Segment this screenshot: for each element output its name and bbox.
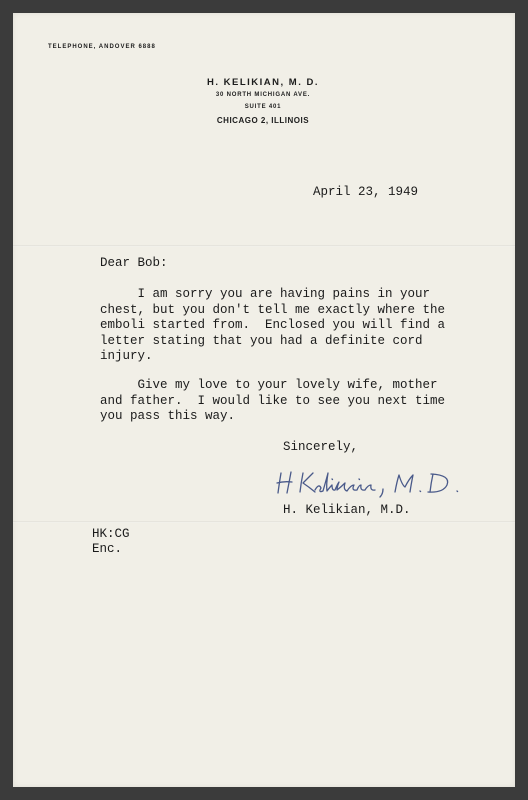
letterhead-address: 30 NORTH MICHIGAN AVE. — [215, 92, 311, 98]
body-paragraph-1: I am sorry you are having pains in your chest, but you don't tell me exactly where the emboli started from. Enclosed you will find a letter stating that you had a definite cord injury. — [100, 287, 446, 363]
letterhead-suite: SUITE 401 — [244, 104, 282, 110]
closing: Sincerely, — [283, 440, 359, 454]
letter-sheet — [13, 13, 515, 787]
letterhead-name: H. KELIKIAN, M. D. — [207, 77, 319, 88]
fold-line-upper — [13, 245, 515, 247]
typed-signatory-name: H. Kelikian, M.D. — [283, 503, 411, 517]
reference-initials: HK:CG Enc. — [92, 527, 130, 556]
letterhead — [153, 77, 373, 125]
salutation: Dear Bob: — [100, 256, 168, 270]
handwritten-signature — [275, 463, 475, 503]
letterhead-city: CHICAGO 2, ILLINOIS — [216, 116, 310, 125]
fold-line-lower — [13, 521, 515, 523]
telephone-line: TELEPHONE, ANDOVER 6888 — [48, 44, 156, 50]
letter-date: April 23, 1949 — [313, 185, 419, 199]
body-paragraph-2: Give my love to your lovely wife, mother and father. I would like to see you next time you pass this way. — [100, 378, 446, 423]
